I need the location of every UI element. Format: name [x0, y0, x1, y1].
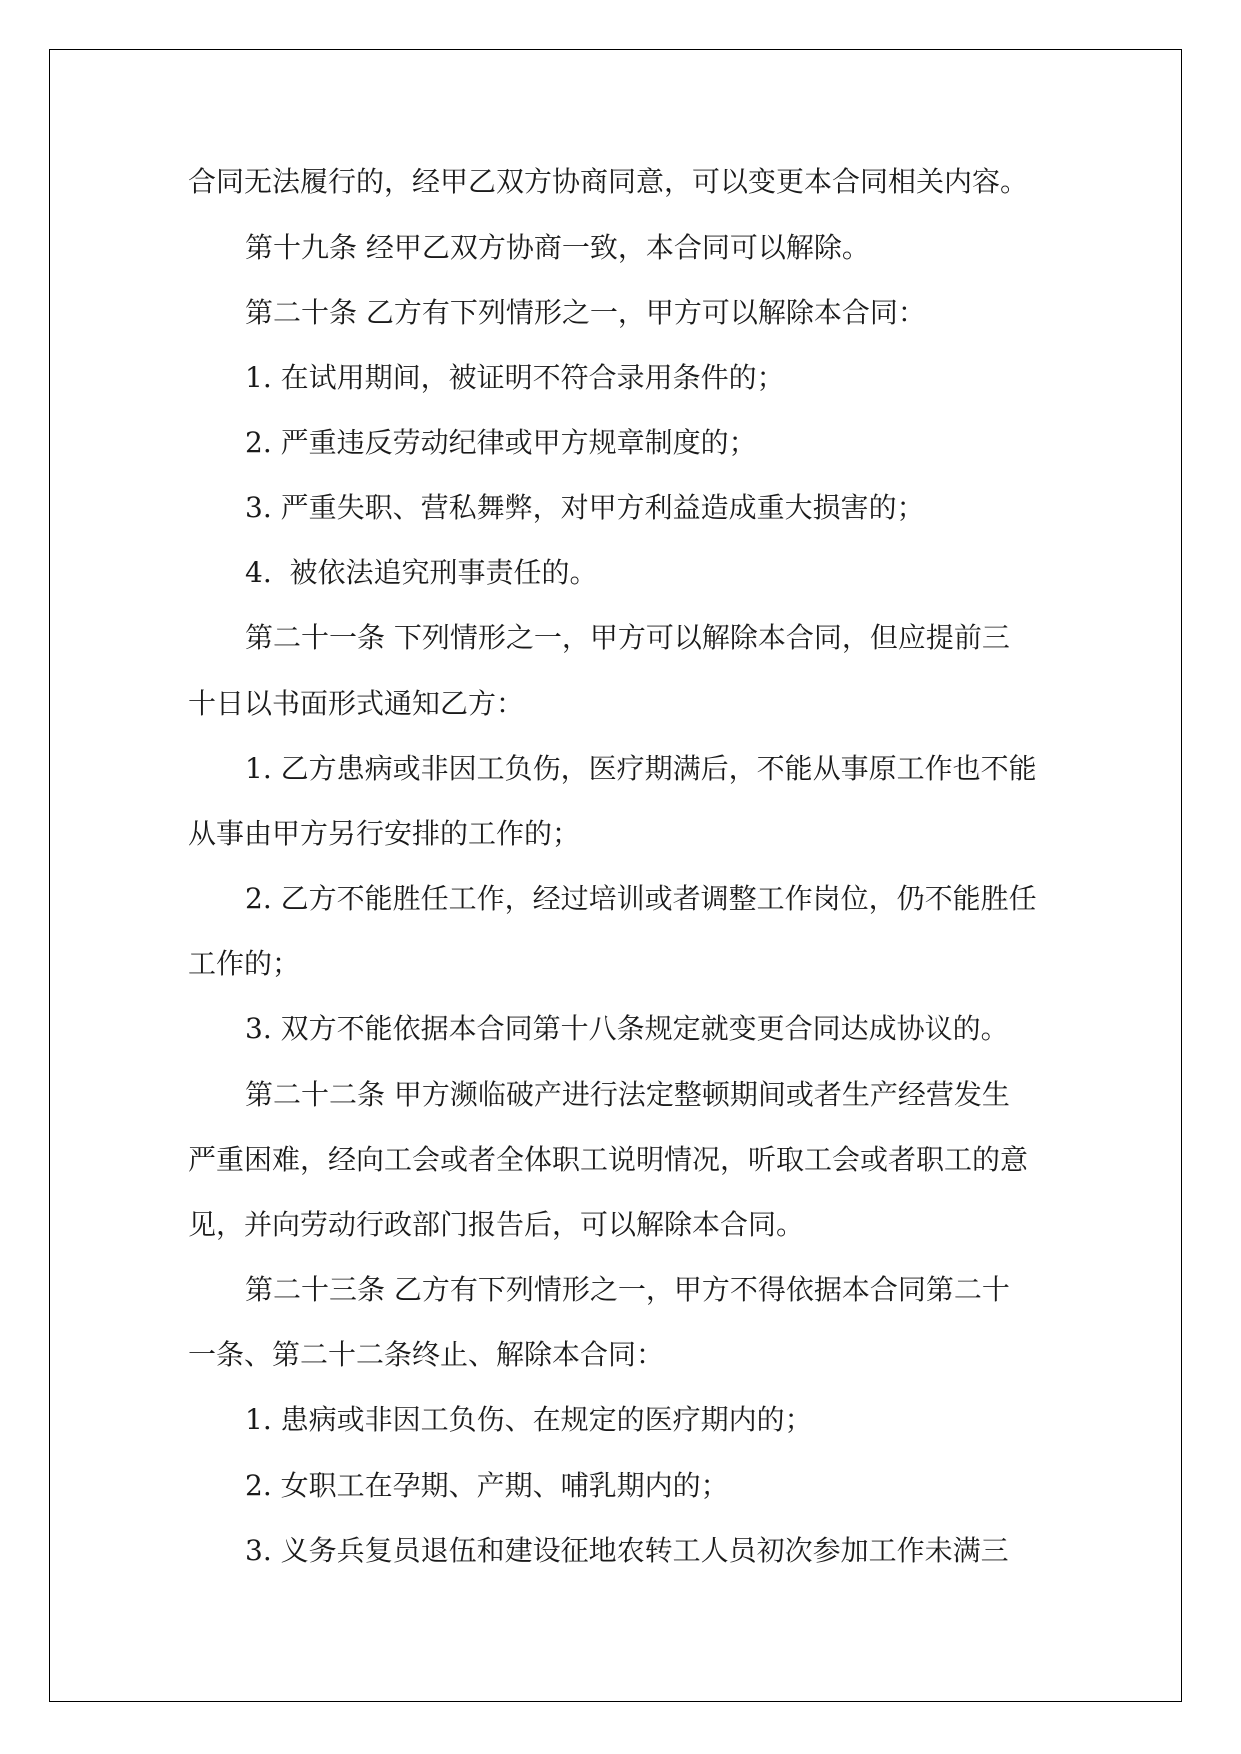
text-line: 2. 女职工在孕期、产期、哺乳期内的； [245, 1469, 729, 1502]
text-line: 见，并向劳动行政部门报告后，可以解除本合同。 [188, 1208, 805, 1241]
text-line: 严重困难，经向工会或者全体职工说明情况，听取工会或者职工的意 [188, 1143, 1029, 1176]
text-line: 工作的； [188, 947, 301, 980]
text-line: 第十九条 经甲乙双方协商一致，本合同可以解除。 [245, 231, 870, 264]
text-line: 第二十二条 甲方濒临破产进行法定整顿期间或者生产经营发生 [245, 1078, 1010, 1111]
text-line: 第二十一条 下列情形之一，甲方可以解除本合同，但应提前三 [245, 621, 1010, 654]
text-line: 从事由甲方另行安排的工作的； [188, 817, 581, 850]
text-line: 2. 严重违反劳动纪律或甲方规章制度的； [245, 426, 757, 459]
text-line: 3. 严重失职、营私舞弊，对甲方利益造成重大损害的； [245, 491, 925, 524]
text-line: 合同无法履行的，经甲乙双方协商同意，可以变更本合同相关内容。 [188, 165, 1029, 198]
text-line: 2. 乙方不能胜任工作，经过培训或者调整工作岗位，仍不能胜任 [245, 882, 1037, 915]
text-line: 3. 双方不能依据本合同第十八条规定就变更合同达成协议的。 [245, 1012, 1009, 1045]
text-line: 一条、第二十二条终止、解除本合同： [188, 1338, 665, 1371]
text-line: 4. 被依法追究刑事责任的。 [245, 556, 598, 589]
text-line: 十日以书面形式通知乙方： [188, 687, 525, 720]
text-line: 1. 患病或非因工负伤、在规定的医疗期内的； [245, 1403, 813, 1436]
text-line: 第二十三条 乙方有下列情形之一，甲方不得依据本合同第二十 [245, 1273, 1010, 1306]
text-line: 1. 乙方患病或非因工负伤，医疗期满后，不能从事原工作也不能 [245, 752, 1037, 785]
text-line: 3. 义务兵复员退伍和建设征地农转工人员初次参加工作未满三 [245, 1534, 1009, 1567]
text-line: 1. 在试用期间，被证明不符合录用条件的； [245, 361, 785, 394]
text-line: 第二十条 乙方有下列情形之一，甲方可以解除本合同： [245, 296, 926, 329]
